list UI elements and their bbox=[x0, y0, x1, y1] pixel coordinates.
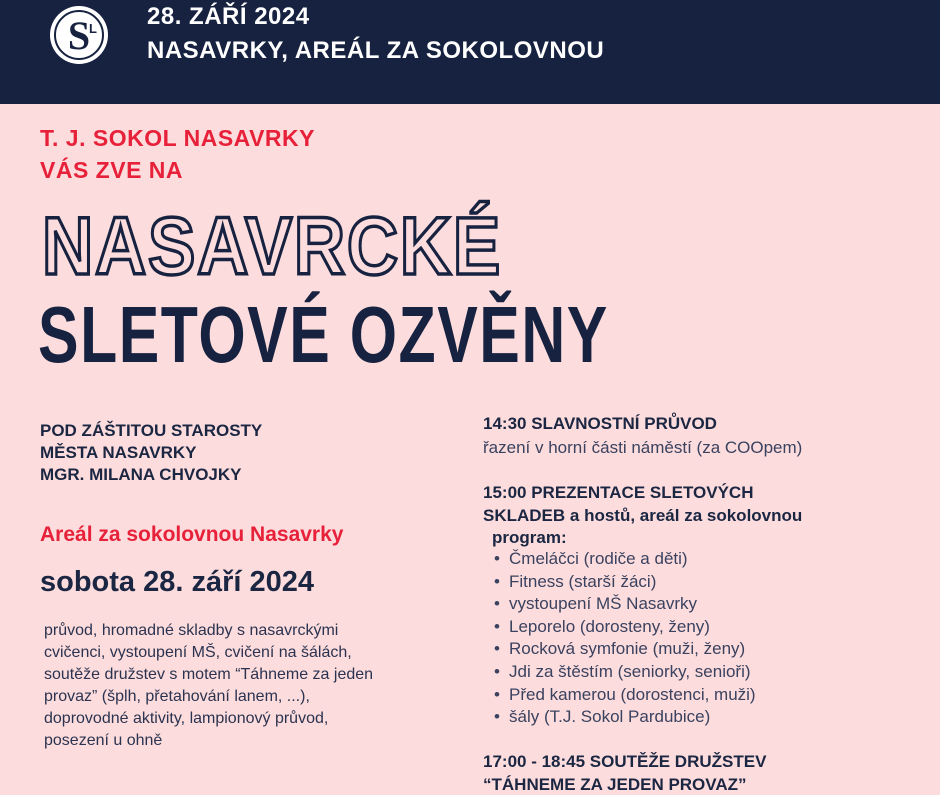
list-item: • Leporelo (dorosteny, ženy) bbox=[494, 616, 710, 636]
list-item: • šály (T.J. Sokol Pardubice) bbox=[494, 707, 711, 727]
description-line: posezení u ohně bbox=[44, 732, 163, 749]
patron-line-3: MGR. MILANA CHVOJKY bbox=[40, 465, 242, 484]
program-sub-parade: řazení v horní části náměstí (za COOpem) bbox=[483, 438, 803, 457]
program-heading-competition-2: “TÁHNEME ZA JEDEN PROVAZ” bbox=[483, 775, 747, 794]
description-line: provaz” (šplh, přetahování lanem, ...), bbox=[44, 688, 310, 705]
svg-text:L: L bbox=[89, 21, 97, 36]
svg-text:NASAVRCKÉ: NASAVRCKÉ bbox=[42, 201, 502, 292]
list-item: • Jdi za štěstím (seniorky, senioři) bbox=[494, 661, 751, 681]
description-line: soutěže družstev s motem “Táhneme za jeden bbox=[44, 666, 374, 683]
svg-text:S: S bbox=[67, 13, 91, 58]
patron-line-2: MĚSTA NASAVRKY bbox=[40, 443, 197, 462]
venue: Areál za sokolovnou Nasavrky bbox=[40, 523, 344, 546]
header-place: NASAVRKY, AREÁL ZA SOKOLOVNOU bbox=[147, 37, 605, 64]
program-heading-competition: 17:00 - 18:45 SOUTĚŽE DRUŽSTEV bbox=[483, 752, 767, 771]
program-label: program: bbox=[492, 528, 567, 547]
list-item: • Čmeláčci (rodiče a děti) bbox=[494, 549, 688, 568]
title-main: SLETOVÉ OZVĚNY bbox=[38, 290, 609, 379]
list-item: • vystoupení MŠ Nasavrky bbox=[494, 594, 698, 614]
program-heading-parade: 14:30 SLAVNOSTNÍ PRŮVOD bbox=[483, 414, 717, 433]
description-line: doprovodné aktivity, lampionový průvod, bbox=[44, 710, 329, 727]
description-line: cvičenci, vystoupení MŠ, cvičení na šálách, bbox=[44, 644, 352, 661]
invite-line-1: T. J. SOKOL NASAVRKY bbox=[40, 125, 315, 151]
list-item: • Před kamerou (dorostenci, muži) bbox=[494, 684, 756, 704]
list-item: • Rocková symfonie (muži, ženy) bbox=[494, 639, 746, 659]
title-outline bbox=[40, 194, 510, 292]
description-line: průvod, hromadné skladby s nasavrckými bbox=[44, 622, 339, 639]
list-item: • Fitness (starší žáci) bbox=[494, 571, 657, 591]
header-date: 28. ZÁŘÍ 2024 bbox=[147, 3, 310, 30]
invite-line-2: VÁS ZVE NA bbox=[40, 157, 184, 183]
patron-line-1: POD ZÁŠTITOU STAROSTY bbox=[40, 421, 263, 440]
header-banner bbox=[0, 0, 940, 104]
program-heading-presentation-2: SKLADEB a hostů, areál za sokolovnou bbox=[483, 506, 803, 525]
program-heading-presentation: 15:00 PREZENTACE SLETOVÝCH bbox=[483, 483, 754, 502]
sokol-logo-icon bbox=[47, 3, 111, 67]
event-description bbox=[44, 620, 464, 752]
program-items bbox=[494, 548, 756, 729]
event-date: sobota 28. září 2024 bbox=[40, 566, 315, 598]
